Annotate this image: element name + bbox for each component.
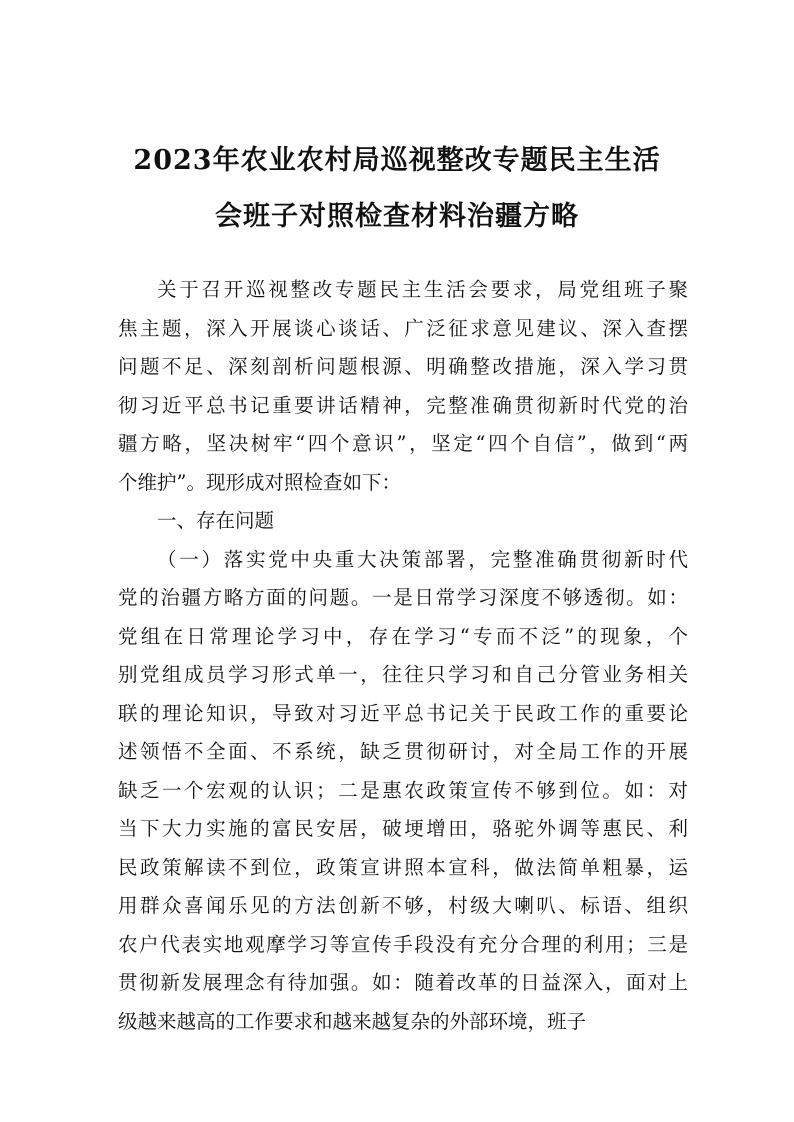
section-paragraph-line: 联的理论知识，导致对习近平总书记关于民政工作的重要论 — [118, 701, 688, 725]
section-paragraph-line: 农户代表实地观摩学习等宣传手段没有充分合理的利用；三是 — [118, 932, 688, 956]
section-paragraph-line: 党的治疆方略方面的问题。一是日常学习深度不够透彻。如： — [118, 586, 688, 609]
section-heading: 一、存在问题 — [157, 509, 275, 532]
intro-paragraph-line: 问题不足、深刻剖析问题根源、明确整改措施，深入学习贯 — [118, 355, 688, 378]
intro-paragraph-line: 关于召开巡视整改专题民主生活会要求，局党组班子聚 — [157, 278, 688, 301]
section-paragraph-line: 级越来越高的工作要求和越来越复杂的外部环境，班子 — [118, 1009, 587, 1033]
document-body — [118, 271, 688, 1041]
section-paragraph-line: 缺乏一个宏观的认识；二是惠农政策宣传不够到位。如：对 — [118, 778, 688, 802]
intro-paragraph-line: 个维护”。现形成对照检查如下： — [118, 470, 401, 494]
section-paragraph-line: 当下大力实施的富民安居，破埂增田，骆驼外调等惠民、利 — [118, 817, 688, 840]
section-paragraph-line: 民政策解读不到位，政策宣讲照本宣科，做法简单粗暴，运 — [118, 855, 688, 879]
intro-paragraph-line: 彻习近平总书记重要讲话精神，完整准确贯彻新时代党的治 — [118, 393, 688, 417]
section-paragraph-line: 用群众喜闻乐见的方法创新不够，村级大喇叭、标语、组织 — [118, 894, 688, 917]
section-paragraph-line: 述领悟不全面、不系统，缺乏贯彻研讨，对全局工作的开展 — [118, 740, 688, 763]
section-paragraph-line: 贯彻新发展理念有待加强。如：随着改革的日益深入，面对上 — [118, 971, 688, 994]
document-title-line-2: 会班子对照检查材料治疆方略 — [215, 201, 579, 232]
section-paragraph-line: 别党组成员学习形式单一，往往只学习和自己分管业务相关 — [118, 663, 688, 686]
section-paragraph-line: 党组在日常理论学习中，存在学习“专而不泛”的现象，个 — [118, 624, 688, 648]
intro-paragraph-line: 焦主题，深入开展谈心谈话、广泛征求意见建议、深入查摆 — [118, 316, 688, 340]
section-paragraph-line: （一）落实党中央重大决策部署，完整准确贯彻新时代 — [157, 547, 688, 571]
document-title-line-1: 2023年农业农村局巡视整改专题民主生活 — [133, 145, 661, 176]
intro-paragraph-line: 疆方略，坚决树牢“四个意识”，坚定“四个自信”，做到“两 — [118, 432, 688, 455]
